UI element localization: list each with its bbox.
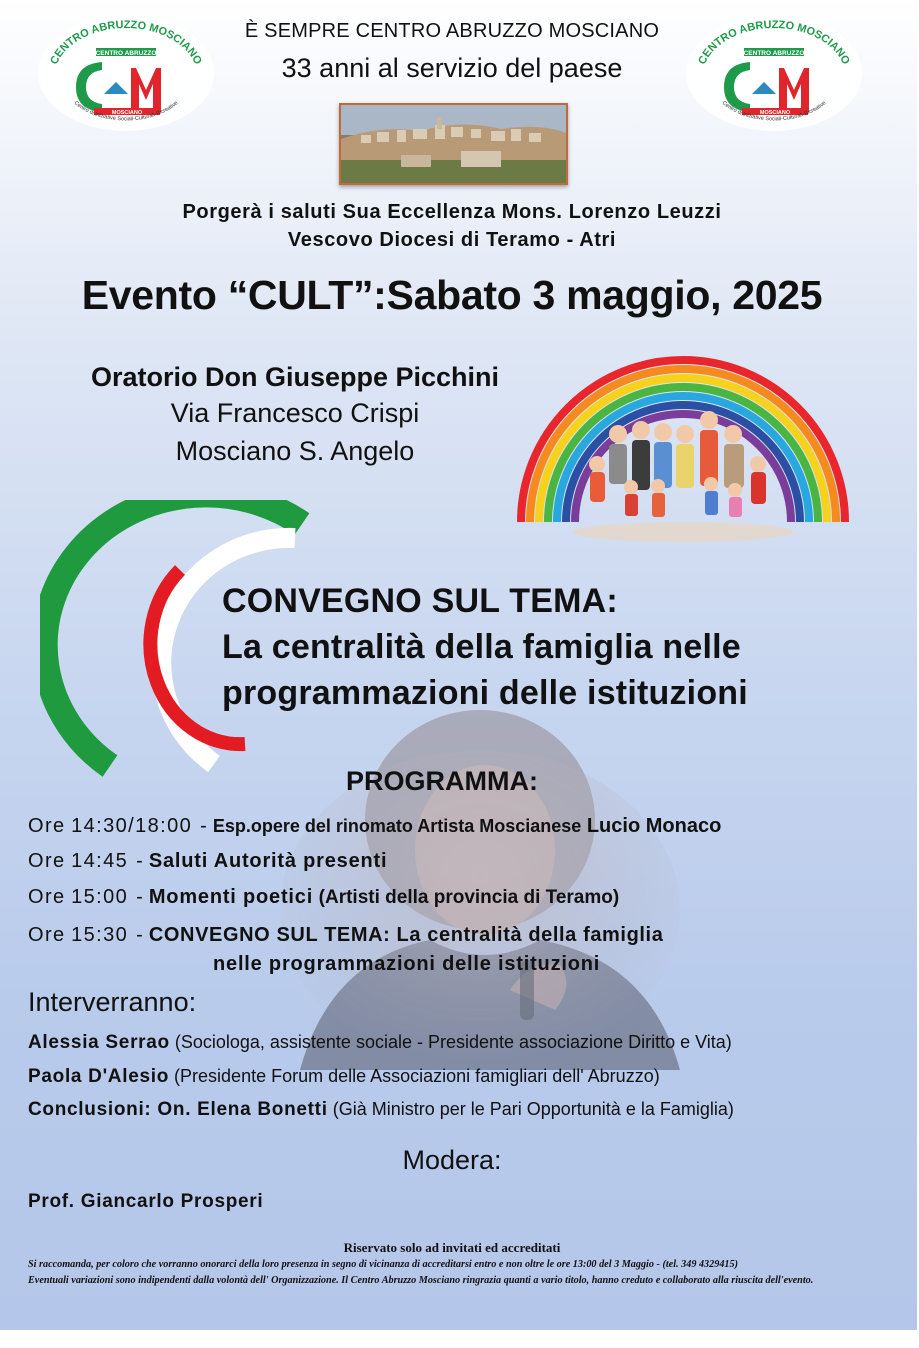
program-time: 15:30: [71, 924, 129, 946]
program-item: [28, 815, 721, 838]
program-item: [28, 886, 619, 909]
program-heading: PROGRAMMA:: [346, 766, 538, 796]
speakers-heading: Interverranno:: [28, 987, 197, 1017]
speaker-name: Paola D'Alesio: [28, 1066, 170, 1087]
logo-bottom-word: MOSCIANO: [111, 110, 143, 116]
program-text: Momenti poetici: [148, 886, 314, 908]
program-time: 15:00: [71, 886, 129, 908]
speaker-role: (Già Ministro per le Pari Opportunità e la Famiglia): [332, 1099, 734, 1119]
header-line-1: È SEMPRE CENTRO ABRUZZO MOSCIANO: [244, 20, 660, 42]
logo-arc-bottom: Centro di Iniziative Sociali-Culturali-Ricreative: [720, 100, 828, 123]
program-text-continuation: nelle programmazioni delle istituzioni: [213, 953, 601, 975]
program-prefix: Ore: [28, 815, 66, 837]
speaker-name: Alessia Serrao: [28, 1032, 170, 1053]
venue-town: Mosciano S. Angelo: [175, 436, 415, 466]
program-item: [28, 924, 663, 947]
program-note: (Artisti della provincia di Teramo): [318, 887, 620, 908]
footer-line-1: Si raccomanda, per coloro che vorranno onorarci della loro presenza in segno di vicinanza di accreditarsi entro e non oltre le ore 13:00 del 3 Maggio - (tel. 349 4329415): [28, 1259, 739, 1270]
program-text: Esp.opere del rinomato Artista Moscianese: [212, 816, 582, 836]
convegno-theme-line-1: La centralità della famiglia nelle: [222, 628, 741, 666]
program-text: Saluti Autorità presenti: [148, 850, 388, 872]
program-time: 14:30/18:00: [71, 815, 193, 837]
speaker-item: [28, 1099, 734, 1121]
header-line-2: 33 anni al servizio del paese: [281, 53, 623, 83]
greeting-line-2: Vescovo Diocesi di Teramo - Atri: [287, 229, 617, 251]
town-panorama-image: [339, 103, 568, 185]
program-prefix: Ore: [28, 924, 66, 946]
program-time: 14:45: [71, 850, 129, 872]
program-text: CONVEGNO SUL TEMA: La centralità della famiglia: [148, 924, 664, 946]
logo-banner: CENTRO ABRUZZO: [743, 50, 805, 57]
rainbow-family-illustration: [513, 352, 853, 544]
moderator-heading: Modera:: [402, 1145, 502, 1175]
speaker-role: (Sociologa, assistente sociale - Presidente associazione Diritto e Vita): [174, 1032, 732, 1052]
logo-banner: CENTRO ABRUZZO: [95, 50, 157, 57]
logo-arc-top: CENTRO ABRUZZO MOSCIANO: [48, 18, 204, 67]
greeting-line-1: Porgerà i saluti Sua Eccellenza Mons. Lorenzo Leuzzi: [182, 201, 722, 223]
program-prefix: Ore: [28, 886, 66, 908]
program-dash: -: [136, 924, 143, 946]
speaker-name: Conclusioni: On. Elena Bonetti: [28, 1099, 328, 1120]
footer-title: Riservato solo ad invitati ed accreditati: [343, 1240, 561, 1255]
event-title: Evento “CULT”:Sabato 3 maggio, 2025: [81, 272, 823, 318]
program-dash: -: [136, 850, 143, 872]
convegno-theme-line-2: programmazioni delle istituzioni: [222, 674, 748, 712]
program-prefix: Ore: [28, 850, 66, 872]
program-dash: -: [136, 886, 143, 908]
logo-bottom-word: MOSCIANO: [759, 110, 791, 116]
program-highlight: Lucio Monaco: [586, 815, 722, 837]
footer-line-2: Eventuali variazioni sono indipendenti dalla volontà dell' Organizzazione. Il Centro Abruzzo Mosciano ringrazia quanti a vario titolo, hanno creduto e collaborato alla riuscita dell'evento.: [28, 1275, 814, 1286]
program-dash: -: [200, 815, 207, 837]
moderator-name: Prof. Giancarlo Prosperi: [28, 1191, 264, 1212]
logo-arc-top: CENTRO ABRUZZO MOSCIANO: [696, 18, 852, 67]
logo-arc-bottom: Centro di Iniziative Sociali-Culturali-Ricreative: [72, 100, 180, 123]
venue-street: Via Francesco Crispi: [170, 398, 420, 428]
program-item: [28, 850, 387, 873]
venue-name: Oratorio Don Giuseppe Picchini: [90, 362, 500, 392]
speaker-item: [28, 1032, 732, 1054]
speaker-item: [28, 1066, 660, 1088]
convegno-title: CONVEGNO SUL TEMA:: [222, 582, 618, 620]
speaker-role: (Presidente Forum delle Associazioni famigliari dell' Abruzzo): [174, 1066, 660, 1086]
